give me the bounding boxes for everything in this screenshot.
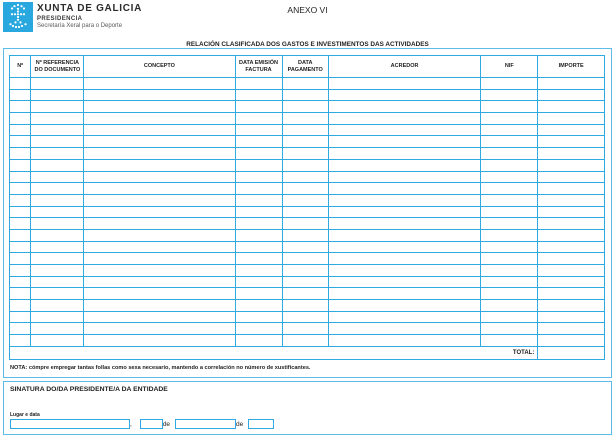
table-row <box>10 323 605 335</box>
cell-concepto[interactable] <box>84 229 235 241</box>
cell-numero[interactable] <box>10 136 31 148</box>
table-row <box>10 218 605 230</box>
org-name: XUNTA DE GALICIA <box>37 3 143 14</box>
cell-data-emision[interactable] <box>235 335 282 347</box>
cell-importe[interactable] <box>538 78 605 90</box>
cell-acredor[interactable] <box>328 171 480 183</box>
table-row <box>10 241 605 253</box>
form-title: RELACIÓN CLASIFICADA DOS GASTOS E INVESTIMENTOS DAS ACTIVIDADES <box>186 41 429 48</box>
cell-data-emision[interactable] <box>235 183 282 195</box>
cell-importe[interactable] <box>538 300 605 312</box>
annex-label: ANEXO VI <box>287 5 328 15</box>
cell-importe[interactable] <box>538 323 605 335</box>
cell-data-emision[interactable] <box>235 323 282 335</box>
cell-acredor[interactable] <box>328 113 480 125</box>
cell-concepto[interactable] <box>84 101 235 113</box>
cell-nif[interactable] <box>481 276 538 288</box>
table-row <box>10 89 605 101</box>
cell-concepto[interactable] <box>84 148 235 160</box>
cell-data-pagamento[interactable] <box>282 148 328 160</box>
cell-data-pagamento[interactable] <box>282 241 328 253</box>
cell-importe[interactable] <box>538 311 605 323</box>
cell-importe[interactable] <box>538 113 605 125</box>
cell-importe[interactable] <box>538 335 605 347</box>
table-row <box>10 335 605 347</box>
place-input[interactable] <box>10 419 130 429</box>
total-row <box>10 346 605 359</box>
cell-numero[interactable] <box>10 300 31 312</box>
cell-numero[interactable] <box>10 78 31 90</box>
cell-nif[interactable] <box>481 323 538 335</box>
cell-data-pagamento[interactable] <box>282 300 328 312</box>
cell-acredor[interactable] <box>328 159 480 171</box>
cell-concepto[interactable] <box>84 253 235 265</box>
cell-numero[interactable] <box>10 253 31 265</box>
cell-nif[interactable] <box>481 101 538 113</box>
cell-data-emision[interactable] <box>235 171 282 183</box>
col-header-nif: NIF <box>481 56 538 78</box>
of-label-1: de <box>162 421 171 428</box>
cell-data-pagamento[interactable] <box>282 124 328 136</box>
cell-numero[interactable] <box>10 124 31 136</box>
cell-data-emision[interactable] <box>235 241 282 253</box>
cell-nif[interactable] <box>481 171 538 183</box>
cell-referencia[interactable] <box>31 89 84 101</box>
cell-importe[interactable] <box>538 241 605 253</box>
cell-importe[interactable] <box>538 288 605 300</box>
cell-referencia[interactable] <box>31 206 84 218</box>
cell-acredor[interactable] <box>328 78 480 90</box>
cell-nif[interactable] <box>481 183 538 195</box>
comma-separator: , <box>130 421 132 428</box>
total-value-cell[interactable] <box>538 346 605 359</box>
table-row <box>10 101 605 113</box>
cell-concepto[interactable] <box>84 113 235 125</box>
cell-nif[interactable] <box>481 206 538 218</box>
cell-acredor[interactable] <box>328 89 480 101</box>
table-row <box>10 194 605 206</box>
cell-acredor[interactable] <box>328 218 480 230</box>
cell-nif[interactable] <box>481 159 538 171</box>
cell-data-pagamento[interactable] <box>282 218 328 230</box>
cell-data-emision[interactable] <box>235 124 282 136</box>
cell-importe[interactable] <box>538 124 605 136</box>
cell-referencia[interactable] <box>31 159 84 171</box>
cell-data-emision[interactable] <box>235 89 282 101</box>
cell-referencia[interactable] <box>31 253 84 265</box>
cell-numero[interactable] <box>10 101 31 113</box>
cell-importe[interactable] <box>538 206 605 218</box>
cell-concepto[interactable] <box>84 335 235 347</box>
cell-referencia[interactable] <box>31 311 84 323</box>
cell-nif[interactable] <box>481 229 538 241</box>
table-row <box>10 206 605 218</box>
signature-title: SINATURA DO/DA PRESIDENTE/A DA ENTIDADE <box>10 386 168 393</box>
table-row <box>10 300 605 312</box>
cell-referencia[interactable] <box>31 136 84 148</box>
cell-referencia[interactable] <box>31 194 84 206</box>
note-text: NOTA: cómpre empregar tantas follas como sexa necesario, mantendo a correlación no número de xustificantes. <box>10 365 311 371</box>
org-unit: Secretaría Xeral para o Deporte <box>37 23 123 29</box>
cell-data-pagamento[interactable] <box>282 288 328 300</box>
cell-data-pagamento[interactable] <box>282 78 328 90</box>
cell-nif[interactable] <box>481 265 538 277</box>
table-row <box>10 124 605 136</box>
table-row <box>10 265 605 277</box>
cell-numero[interactable] <box>10 229 31 241</box>
cell-data-emision[interactable] <box>235 288 282 300</box>
col-header-importe: IMPORTE <box>538 56 605 78</box>
cell-data-pagamento[interactable] <box>282 136 328 148</box>
col-header-data-emision: DATA EMISIÓN FACTURA <box>235 56 282 78</box>
cell-importe[interactable] <box>538 171 605 183</box>
cell-data-emision[interactable] <box>235 300 282 312</box>
cell-referencia[interactable] <box>31 78 84 90</box>
cell-data-emision[interactable] <box>235 159 282 171</box>
cell-concepto[interactable] <box>84 171 235 183</box>
cell-data-pagamento[interactable] <box>282 159 328 171</box>
cell-data-pagamento[interactable] <box>282 194 328 206</box>
cell-data-pagamento[interactable] <box>282 265 328 277</box>
cell-referencia[interactable] <box>31 335 84 347</box>
cell-concepto[interactable] <box>84 288 235 300</box>
cell-importe[interactable] <box>538 148 605 160</box>
total-label: TOTAL: <box>10 346 538 359</box>
cell-acredor[interactable] <box>328 194 480 206</box>
cell-numero[interactable] <box>10 218 31 230</box>
cell-acredor[interactable] <box>328 311 480 323</box>
cell-referencia[interactable] <box>31 323 84 335</box>
cell-nif[interactable] <box>481 136 538 148</box>
cell-data-pagamento[interactable] <box>282 89 328 101</box>
col-header-numero: Nº <box>10 56 31 78</box>
cell-importe[interactable] <box>538 89 605 101</box>
cell-referencia[interactable] <box>31 113 84 125</box>
cell-importe[interactable] <box>538 229 605 241</box>
cell-nif[interactable] <box>481 335 538 347</box>
table-row <box>10 113 605 125</box>
month-input[interactable] <box>175 419 236 429</box>
cell-numero[interactable] <box>10 288 31 300</box>
col-header-concepto: CONCEPTO <box>84 56 235 78</box>
expenses-table <box>9 55 605 360</box>
cell-nif[interactable] <box>481 288 538 300</box>
cell-acredor[interactable] <box>328 136 480 148</box>
table-row <box>10 183 605 195</box>
cell-data-emision[interactable] <box>235 311 282 323</box>
place-date-inputs <box>10 419 274 429</box>
cell-acredor[interactable] <box>328 206 480 218</box>
cell-concepto[interactable] <box>84 206 235 218</box>
signature-section <box>3 381 612 435</box>
table-header-row <box>10 56 605 78</box>
table-row <box>10 288 605 300</box>
cell-nif[interactable] <box>481 311 538 323</box>
cell-data-emision[interactable] <box>235 136 282 148</box>
cell-referencia[interactable] <box>31 171 84 183</box>
cell-data-pagamento[interactable] <box>282 276 328 288</box>
cell-importe[interactable] <box>538 183 605 195</box>
cell-nif[interactable] <box>481 253 538 265</box>
cell-importe[interactable] <box>538 194 605 206</box>
cell-concepto[interactable] <box>84 311 235 323</box>
table-row <box>10 78 605 90</box>
cell-concepto[interactable] <box>84 124 235 136</box>
year-input[interactable] <box>248 419 274 429</box>
cell-acredor[interactable] <box>328 276 480 288</box>
cell-data-emision[interactable] <box>235 113 282 125</box>
cell-nif[interactable] <box>481 89 538 101</box>
cell-referencia[interactable] <box>31 148 84 160</box>
table-body <box>10 78 605 347</box>
cell-numero[interactable] <box>10 206 31 218</box>
cell-data-pagamento[interactable] <box>282 323 328 335</box>
cell-concepto[interactable] <box>84 218 235 230</box>
table-row <box>10 229 605 241</box>
cell-concepto[interactable] <box>84 159 235 171</box>
cell-importe[interactable] <box>538 218 605 230</box>
cell-data-emision[interactable] <box>235 194 282 206</box>
table-row <box>10 159 605 171</box>
cell-data-emision[interactable] <box>235 253 282 265</box>
cell-acredor[interactable] <box>328 335 480 347</box>
cell-referencia[interactable] <box>31 229 84 241</box>
cell-nif[interactable] <box>481 218 538 230</box>
cell-data-pagamento[interactable] <box>282 183 328 195</box>
cell-numero[interactable] <box>10 323 31 335</box>
cell-concepto[interactable] <box>84 183 235 195</box>
cell-data-emision[interactable] <box>235 265 282 277</box>
cell-acredor[interactable] <box>328 241 480 253</box>
cell-numero[interactable] <box>10 241 31 253</box>
cell-data-pagamento[interactable] <box>282 311 328 323</box>
cell-acredor[interactable] <box>328 124 480 136</box>
cell-acredor[interactable] <box>328 300 480 312</box>
table-row <box>10 148 605 160</box>
cell-data-emision[interactable] <box>235 148 282 160</box>
cell-nif[interactable] <box>481 148 538 160</box>
cell-referencia[interactable] <box>31 300 84 312</box>
cell-concepto[interactable] <box>84 78 235 90</box>
cell-importe[interactable] <box>538 159 605 171</box>
cell-data-emision[interactable] <box>235 101 282 113</box>
table-row <box>10 253 605 265</box>
cell-data-emision[interactable] <box>235 229 282 241</box>
cell-data-emision[interactable] <box>235 206 282 218</box>
cell-numero[interactable] <box>10 148 31 160</box>
col-header-data-pagamento: DATA PAGAMENTO <box>282 56 328 78</box>
cell-acredor[interactable] <box>328 253 480 265</box>
cell-numero[interactable] <box>10 194 31 206</box>
cell-numero[interactable] <box>10 159 31 171</box>
cell-numero[interactable] <box>10 171 31 183</box>
cell-data-emision[interactable] <box>235 78 282 90</box>
cell-data-pagamento[interactable] <box>282 229 328 241</box>
table-row <box>10 136 605 148</box>
cell-acredor[interactable] <box>328 323 480 335</box>
org-department: PRESIDENCIA <box>37 15 83 22</box>
cell-nif[interactable] <box>481 78 538 90</box>
cell-numero[interactable] <box>10 113 31 125</box>
cell-concepto[interactable] <box>84 89 235 101</box>
cell-importe[interactable] <box>538 136 605 148</box>
cell-numero[interactable] <box>10 335 31 347</box>
place-date-label: Lugar e data <box>10 412 40 418</box>
cell-data-emision[interactable] <box>235 218 282 230</box>
cell-referencia[interactable] <box>31 218 84 230</box>
cell-nif[interactable] <box>481 194 538 206</box>
cell-referencia[interactable] <box>31 265 84 277</box>
cell-acredor[interactable] <box>328 265 480 277</box>
cell-concepto[interactable] <box>84 241 235 253</box>
cell-acredor[interactable] <box>328 101 480 113</box>
cell-acredor[interactable] <box>328 148 480 160</box>
cell-referencia[interactable] <box>31 276 84 288</box>
cell-concepto[interactable] <box>84 194 235 206</box>
cell-importe[interactable] <box>538 101 605 113</box>
cell-numero[interactable] <box>10 276 31 288</box>
cell-acredor[interactable] <box>328 183 480 195</box>
cell-referencia[interactable] <box>31 124 84 136</box>
cell-data-pagamento[interactable] <box>282 253 328 265</box>
cell-referencia[interactable] <box>31 183 84 195</box>
cell-nif[interactable] <box>481 241 538 253</box>
cell-nif[interactable] <box>481 113 538 125</box>
cell-concepto[interactable] <box>84 276 235 288</box>
col-header-referencia: Nº REFERENCIA DO DOCUMENTO <box>31 56 84 78</box>
table-row <box>10 311 605 323</box>
cell-numero[interactable] <box>10 183 31 195</box>
cell-numero[interactable] <box>10 89 31 101</box>
cell-data-emision[interactable] <box>235 276 282 288</box>
table-row <box>10 171 605 183</box>
cell-importe[interactable] <box>538 253 605 265</box>
cell-nif[interactable] <box>481 300 538 312</box>
expenses-table-frame <box>3 48 612 378</box>
of-label-2: de <box>236 421 244 428</box>
cell-concepto[interactable] <box>84 323 235 335</box>
cell-data-pagamento[interactable] <box>282 171 328 183</box>
day-input[interactable] <box>140 419 163 429</box>
table-row <box>10 276 605 288</box>
cell-data-pagamento[interactable] <box>282 101 328 113</box>
col-header-acredor: ACREDOR <box>328 56 480 78</box>
cell-acredor[interactable] <box>328 229 480 241</box>
cell-importe[interactable] <box>538 265 605 277</box>
cell-data-pagamento[interactable] <box>282 206 328 218</box>
cell-referencia[interactable] <box>31 241 84 253</box>
cell-referencia[interactable] <box>31 288 84 300</box>
cell-concepto[interactable] <box>84 136 235 148</box>
cell-data-pagamento[interactable] <box>282 335 328 347</box>
cell-concepto[interactable] <box>84 265 235 277</box>
cell-importe[interactable] <box>538 276 605 288</box>
cell-numero[interactable] <box>10 265 31 277</box>
cell-acredor[interactable] <box>328 288 480 300</box>
cell-concepto[interactable] <box>84 300 235 312</box>
cell-numero[interactable] <box>10 311 31 323</box>
cell-data-pagamento[interactable] <box>282 113 328 125</box>
cell-nif[interactable] <box>481 124 538 136</box>
cell-referencia[interactable] <box>31 101 84 113</box>
